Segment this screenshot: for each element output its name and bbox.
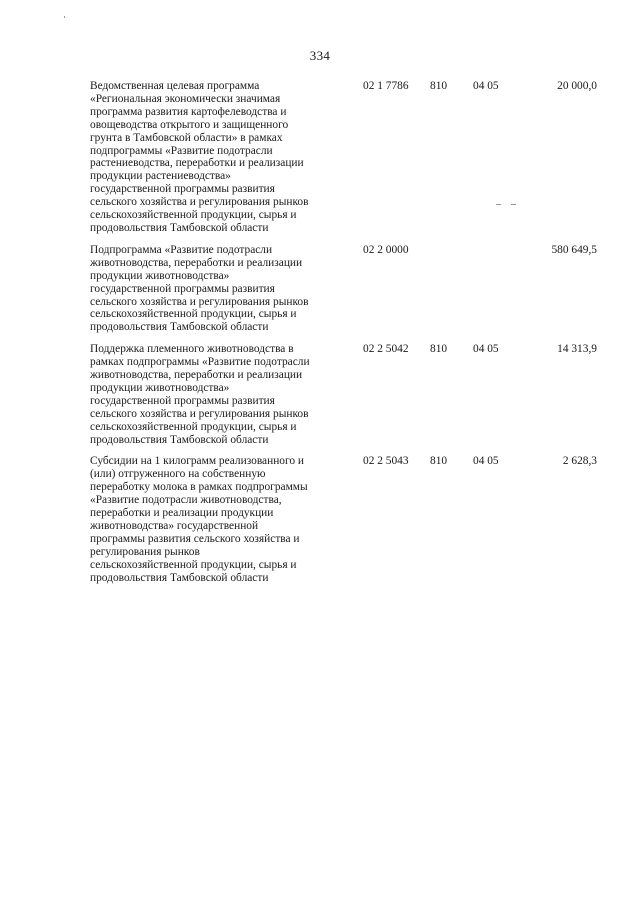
row-section: 04 05 xyxy=(473,343,499,356)
row-expense-type: 810 xyxy=(430,343,448,356)
row-description: Ведомственная целевая программа «Региональная экономически значимая программа развития картофелеводства и овощеводства открытого и защищенного грунта в Тамбовской области» в рамках подпрограммы «Развитие подотрасли растениеводства, переработки и реализации продукции растениеводства» государственной программы развития сельского хозяйства и регулирования рынков сельскохозяйственной продукции, сырья и продовольствия Тамбовской области xyxy=(90,80,309,234)
row-section: 04 05 xyxy=(473,455,499,468)
row-target-code: 02 1 7786 xyxy=(363,80,409,92)
row-target-code: 02 2 0000 xyxy=(363,243,409,256)
row-description: Подпрограмма «Развитие подотрасли животноводства, переработки и реализации продукции животноводства» государственной программы развития сельского хозяйства и регулирования рынков сельскохозяйственной продукции, сырья и продовольствия Тамбовской области xyxy=(90,243,309,334)
row-amount: 580 649,5 xyxy=(551,243,597,256)
row-description: Субсидии на 1 килограмм реализованного и (или) отгруженного на собственную переработку молока в рамках подпрограммы «Развитие подотрасли животноводства, переработки и реализации продукции животноводства» государственной программы развития сельского хозяйства и регулирования рынков сельскохозяйственной продукции, сырья и продовольствия Тамбовской области xyxy=(90,455,308,584)
row-description: Поддержка племенного животноводства в рамках подпрограммы «Развитие подотрасли животноводства, переработки и реализации продукции животноводства» государственной программы развития сельского хозяйства и регулирования рынков сельскохозяйственной продукции, сырья и продовольствия Тамбовской области xyxy=(90,343,310,446)
table-row xyxy=(90,244,600,334)
page-number: 334 xyxy=(309,48,331,63)
row-section: 04 05 xyxy=(473,80,499,92)
row-amount: 20 000,0 xyxy=(557,80,597,92)
table-row xyxy=(90,80,600,235)
row-amount: 14 313,9 xyxy=(557,343,597,356)
scan-speck xyxy=(496,204,501,205)
row-amount: 2 628,3 xyxy=(562,455,597,468)
table-row xyxy=(90,343,600,446)
row-target-code: 02 2 5042 xyxy=(363,343,409,356)
table-row xyxy=(90,455,600,584)
scan-speck xyxy=(64,16,65,18)
budget-table xyxy=(90,80,600,594)
row-expense-type: 810 xyxy=(430,80,448,92)
scan-speck xyxy=(511,204,516,205)
row-target-code: 02 2 5043 xyxy=(363,455,409,468)
row-expense-type: 810 xyxy=(430,455,448,468)
